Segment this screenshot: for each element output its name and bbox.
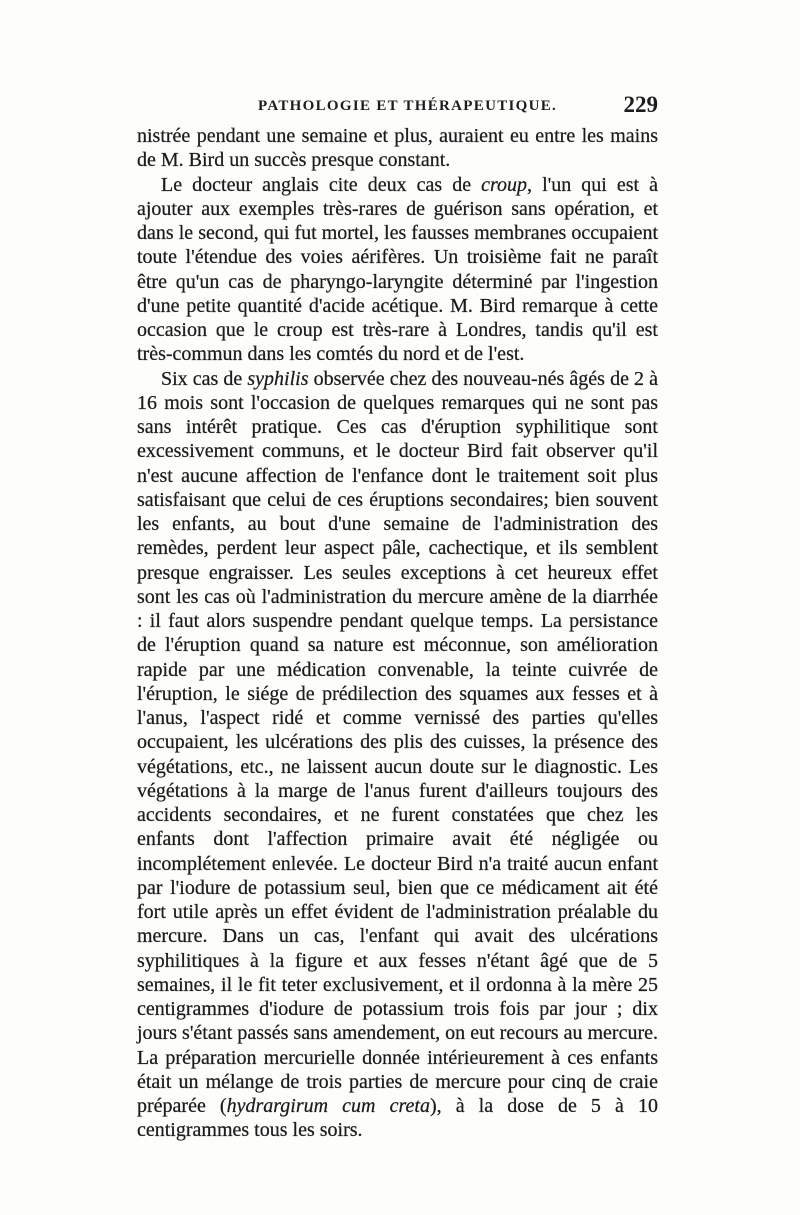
running-head-title: PATHOLOGIE ET THÉRAPEUTIQUE. — [258, 98, 558, 114]
paragraph-syphilis — [137, 367, 658, 1143]
paragraph-croup — [137, 173, 658, 367]
body-text — [137, 124, 658, 1143]
paragraph-syphilis-text-1: Six cas de — [161, 367, 248, 390]
page-number: 229 — [623, 92, 658, 117]
italic-croup: croup — [481, 173, 528, 196]
paragraph-continuation: nistrée pendant une semaine et plus, auraient eu entre les mains de M. Bird un succès presque constant. — [137, 125, 658, 172]
italic-hydrargirum: hydrargirum cum creta — [226, 1095, 430, 1117]
paragraph-syphilis-text-3: ), à la dose de 5 à 10 centigrammes tous les soirs. — [137, 1095, 659, 1142]
paragraph-croup-text-1: Le docteur anglais cite deux cas de — [161, 173, 482, 196]
running-head — [137, 92, 658, 126]
paragraph-syphilis-text-2: observée chez des nouveau-nés âgés de 2 à 16 mois sont l'occasion de quelques remarques qui ne sont pas sans intérêt pratique. Ces cas d'éruption syphilitique sont excessivement communs, et le docteur Bird fait observer qu'il n'est aucune affection de l'enfance dont le traitement soit plus satisfaisant que celui de ces éruptions secondaires; bien souvent les enfants, au bout d'une semaine de l'administration des remèdes, perdent leur aspect pâle, cachectique, et ils semblent presque engraisser. Les seules exceptions à cet heureux effet sont les cas où l'administration du mercure amène de la diarrhée : il faut alors suspendre pendant quelque temps. La persistance de l'éruption quand sa nature est méconnue, son amélioration rapide par une médication convenable, la teinte cuivrée de l'éruption, le siége de prédilection des squames aux fesses et à l'anus, l'aspect ridé et comme vernissé des parties qu'elles occupaient, les ulcérations des plis des cuisses, la présence des végétations, etc., ne laissent aucun doute sur le diagnostic. Les végétations à la marge de l'anus furent d'ailleurs toujours des accidents secondaires, et ne furent constatées que chez les enfants dont l'affection primaire avait été négligée ou incomplétement enlevée. Le docteur Bird n'a traité aucun enfant par l'iodure de potassium seul, bien que ce médicament ait été fort utile après un effet évident de l'administration préalable du mercure. Dans un cas, l'enfant qui avait des ulcérations syphilitiques à la figure et aux fesses n'étant âgé que de 5 semaines, il le fit teter exclusivement, et il ordonna à la mère 25 centigrammes d'iodure de potassium trois fois par jour ; dix jours s'étant passés sans amendement, on eut recours au mercure. La préparation mercurielle donnée intérieurement à ces enfants était un mélange de trois parties de mercure pour cinq de craie préparée ( — [137, 367, 659, 1117]
paragraph-croup-text-2: , l'un qui est à ajouter aux exemples très-rares de guérison sans opération, et dans le second, qui fut mortel, les fausses membranes occupaient toute l'étendue des voies aérifères. Un troisième fait ne paraît être qu'un cas de pharyngo-laryngite déterminé par l'ingestion d'une petite quantité d'acide acétique. M. Bird remarque à cette occasion que le croup est très-rare à Londres, tandis qu'il est très-commun dans les comtés du nord et de l'est. — [137, 173, 658, 366]
italic-syphilis: syphilis — [247, 367, 309, 390]
